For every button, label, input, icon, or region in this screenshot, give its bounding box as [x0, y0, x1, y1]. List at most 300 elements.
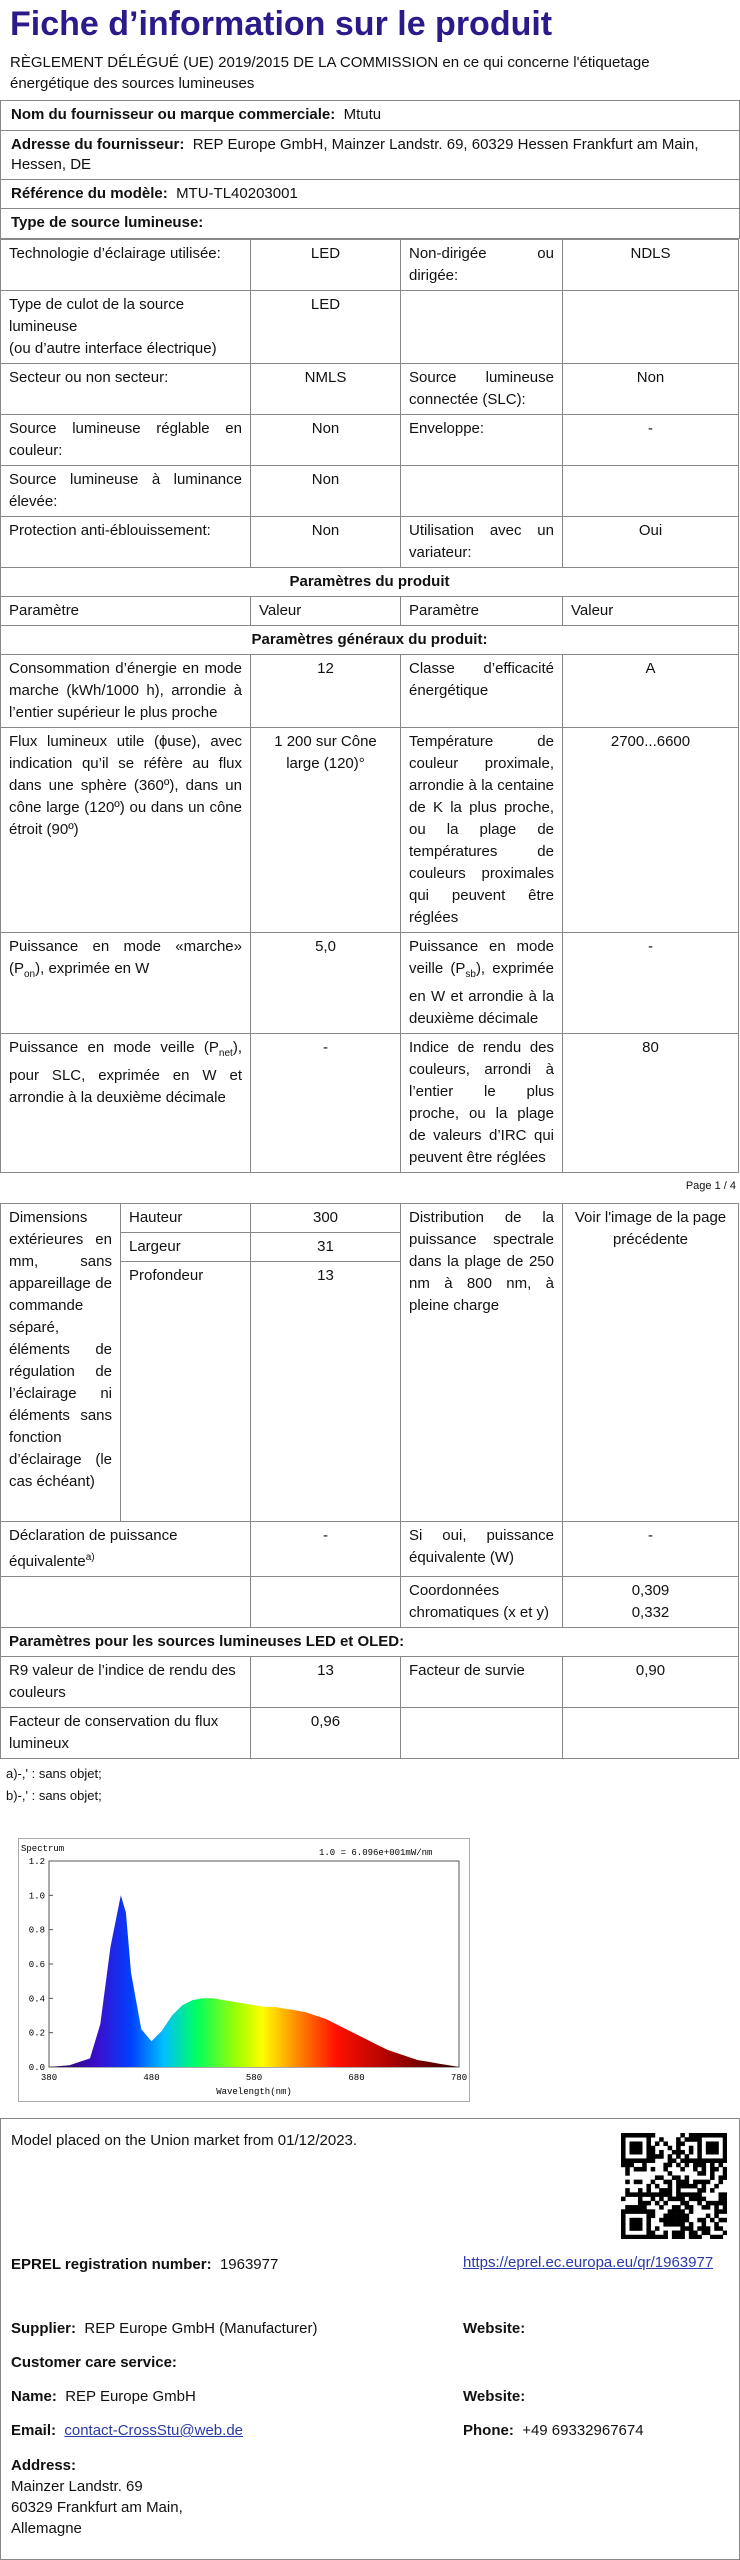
- qr-module: [621, 2235, 626, 2239]
- qr-module: [676, 2235, 681, 2239]
- qr-module: [723, 2154, 727, 2159]
- qr-module: [638, 2192, 643, 2197]
- qr-module: [621, 2163, 626, 2168]
- qr-module: [655, 2235, 660, 2239]
- supplier-address-value: REP Europe GmbH, Mainzer Landstr. 69, 60329 Hessen Frankfurt am Main, Hessen, DE: [11, 135, 699, 173]
- qr-module: [685, 2154, 690, 2159]
- qr-module: [646, 2133, 651, 2138]
- address-line: Allemagne: [11, 2520, 82, 2537]
- qr-module: [646, 2218, 651, 2223]
- footnote: b)-,' : sans objet;: [6, 1788, 102, 1804]
- qr-module: [634, 2205, 639, 2210]
- eprel-reg-label: EPREL registration number:: [11, 2256, 212, 2273]
- column-header-row: [1, 597, 739, 626]
- qr-module: [676, 2184, 681, 2189]
- qr-module: [638, 2209, 643, 2214]
- qr-module: [659, 2205, 664, 2210]
- qr-module: [685, 2192, 690, 2197]
- qr-module: [676, 2137, 681, 2142]
- dimension-name: Largeur: [121, 1233, 251, 1262]
- qr-module: [689, 2150, 694, 2155]
- qr-module: [680, 2209, 685, 2214]
- qr-module: [706, 2214, 711, 2219]
- email-label: Email:: [11, 2422, 57, 2439]
- table-row: [1, 517, 739, 568]
- qr-module: [621, 2158, 626, 2163]
- qr-module: [680, 2235, 685, 2239]
- qr-module: [685, 2175, 690, 2180]
- qr-module: [621, 2226, 626, 2231]
- qr-module: [663, 2141, 668, 2146]
- qr-module: [680, 2218, 685, 2223]
- qr-module: [723, 2158, 727, 2163]
- qr-module: [714, 2158, 719, 2163]
- qr-module: [685, 2163, 690, 2168]
- param-label-subscript: sb: [465, 969, 476, 981]
- qr-module: [672, 2222, 677, 2227]
- table-row: [1, 655, 739, 728]
- qr-module: [642, 2209, 647, 2214]
- qr-module: [638, 2150, 643, 2155]
- y-tick-label: 0.6: [28, 1960, 45, 1970]
- qr-module: [706, 2146, 711, 2151]
- param-value: Oui: [563, 517, 739, 568]
- qr-module: [663, 2180, 668, 2185]
- type-table: [0, 239, 739, 1173]
- qr-module: [638, 2222, 643, 2227]
- qr-module: [706, 2150, 711, 2155]
- qr-module: [723, 2167, 727, 2172]
- qr-module: [676, 2180, 681, 2185]
- supplier-label: Supplier:: [11, 2320, 77, 2337]
- qr-module: [625, 2163, 630, 2168]
- param-label-text: Puissance en mode veille (P: [409, 938, 554, 978]
- qr-module: [659, 2137, 664, 2142]
- qr-module: [642, 2235, 647, 2239]
- y-tick-label: 0.4: [28, 1994, 45, 2005]
- phone-label: Phone:: [463, 2422, 514, 2439]
- qr-module: [680, 2150, 685, 2155]
- param-label: Facteur de survie: [401, 1657, 563, 1708]
- x-tick-label: 380: [40, 2073, 58, 2083]
- param-label-text: ), exprimée en W et arrondie à la deuxième décimale: [409, 960, 554, 1028]
- param-label: Secteur ou non secteur:: [1, 364, 251, 415]
- qr-module: [672, 2231, 677, 2236]
- param-value: 1 200 sur Cône large (120)°: [251, 728, 401, 933]
- supplier-line: [11, 2319, 318, 2340]
- qr-module: [668, 2184, 673, 2189]
- model-value: MTU-TL40203001: [176, 184, 298, 202]
- qr-module: [668, 2197, 673, 2202]
- param-label: [401, 1708, 563, 1759]
- param-label-text: ), exprimée en W: [35, 960, 150, 978]
- param-value: 13: [251, 1657, 401, 1708]
- qr-module: [710, 2133, 715, 2138]
- qr-module: [676, 2150, 681, 2155]
- page-break: [0, 1173, 740, 1203]
- qr-module: [646, 2192, 651, 2197]
- qr-module: [621, 2209, 626, 2214]
- param-value: Voir l'image de la page précédente: [563, 1204, 739, 1522]
- param-label: [401, 466, 563, 517]
- address-line: Mainzer Landstr. 69: [11, 2478, 143, 2495]
- website-label-2: Website:: [463, 2388, 526, 2405]
- qr-module: [625, 2188, 630, 2193]
- table-row: [1, 291, 739, 364]
- chart-legend: 1.0 = 6.096e+001mW/nm: [319, 1848, 433, 1858]
- qr-module: [680, 2133, 685, 2138]
- x-axis-label: Wavelength(nm): [216, 2087, 292, 2097]
- qr-module: [621, 2231, 626, 2236]
- param-value: [563, 291, 739, 364]
- spectrum-area: [49, 1895, 459, 2067]
- qr-module: [642, 2192, 647, 2197]
- qr-module: [646, 2226, 651, 2231]
- column-header: Paramètre: [401, 597, 563, 626]
- qr-module: [668, 2163, 673, 2168]
- qr-module: [697, 2218, 702, 2223]
- qr-module: [702, 2163, 707, 2168]
- address-label: Address:: [11, 2457, 77, 2474]
- qr-module: [629, 2150, 634, 2155]
- type-heading: Type de source lumineuse:: [0, 209, 740, 239]
- qr-module: [706, 2231, 711, 2236]
- qr-module: [629, 2226, 634, 2231]
- param-label: [1, 291, 251, 364]
- qr-module: [706, 2133, 711, 2138]
- qr-module: [672, 2209, 677, 2214]
- qr-module: [621, 2133, 626, 2138]
- supplier-name-row: [0, 100, 740, 131]
- qr-module: [629, 2192, 634, 2197]
- qr-module: [723, 2205, 727, 2210]
- qr-module: [693, 2184, 698, 2189]
- qr-module: [685, 2205, 690, 2210]
- column-header: Paramètre: [1, 597, 251, 626]
- qr-module: [702, 2205, 707, 2210]
- qr-module: [638, 2235, 643, 2239]
- table-row: [1, 415, 739, 466]
- qr-module: [621, 2154, 626, 2159]
- qr-module: [689, 2133, 694, 2138]
- param-value: 5,0: [251, 933, 401, 1034]
- table-row: [1, 1034, 739, 1173]
- qr-module: [714, 2214, 719, 2219]
- qr-module: [629, 2158, 634, 2163]
- qr-module: [714, 2184, 719, 2189]
- qr-module: [719, 2226, 724, 2231]
- qr-module: [646, 2222, 651, 2227]
- qr-module: [723, 2218, 727, 2223]
- qr-module: [646, 2188, 651, 2193]
- qr-module: [634, 2192, 639, 2197]
- address-line: 60329 Frankfurt am Main,: [11, 2499, 183, 2516]
- qr-module: [655, 2141, 660, 2146]
- qr-module: [646, 2214, 651, 2219]
- qr-module: [646, 2201, 651, 2206]
- x-tick-label: 580: [245, 2073, 263, 2083]
- eprel-link[interactable]: https://eprel.ec.europa.eu/qr/1963977: [463, 2254, 714, 2271]
- qr-module: [689, 2184, 694, 2189]
- qr-module: [642, 2205, 647, 2210]
- y-tick-label: 1.2: [28, 1857, 45, 1867]
- qr-module: [663, 2192, 668, 2197]
- qr-module: [697, 2197, 702, 2202]
- qr-module: [634, 2226, 639, 2231]
- param-value: NDLS: [563, 240, 739, 291]
- qr-module: [710, 2175, 715, 2180]
- param-label-text: Puissance en mode «marche» (P: [9, 938, 242, 978]
- supplier-address-row: [0, 131, 740, 180]
- qr-module: [655, 2175, 660, 2180]
- qr-module: [689, 2226, 694, 2231]
- chroma-y: 0,332: [631, 1604, 670, 1622]
- qr-module: [676, 2188, 681, 2193]
- param-label: Distribution de la puissance spectrale dans la plage de 250 nm à 800 nm, à pleine charge: [401, 1204, 563, 1522]
- qr-module: [672, 2150, 677, 2155]
- qr-module: [676, 2192, 681, 2197]
- qr-module: [651, 2133, 656, 2138]
- qr-module: [668, 2214, 673, 2219]
- qr-module: [663, 2218, 668, 2223]
- qr-module: [719, 2175, 724, 2180]
- customer-care-label: Customer care service:: [11, 2354, 177, 2371]
- qr-module: [693, 2133, 698, 2138]
- qr-module: [651, 2146, 656, 2151]
- params-table-continued: [0, 1203, 739, 1759]
- qr-module: [685, 2158, 690, 2163]
- qr-module: [629, 2163, 634, 2168]
- table-row: [1, 1204, 739, 1233]
- param-label: Température de couleur proximale, arrondie à la centaine de K la plus proche, ou la plage de températures de couleurs proximales qui peuvent être réglées: [401, 728, 563, 933]
- supplier-value: REP Europe GmbH (Manufacturer): [84, 2320, 318, 2337]
- qr-module: [638, 2146, 643, 2151]
- qr-module: [697, 2188, 702, 2193]
- x-tick-label: 680: [348, 2073, 365, 2083]
- footnote-marker: a): [85, 1552, 95, 1564]
- qr-module: [723, 2209, 727, 2214]
- qr-module: [676, 2197, 681, 2202]
- qr-module: [685, 2180, 690, 2185]
- qr-module: [710, 2163, 715, 2168]
- qr-module: [621, 2137, 626, 2142]
- param-label-line: (ou d’autre interface électrique): [9, 340, 217, 358]
- param-label-text: Puissance en mode veille (P: [9, 1039, 219, 1057]
- qr-module: [680, 2167, 685, 2172]
- qr-module: [710, 2201, 715, 2206]
- qr-module: [693, 2137, 698, 2142]
- qr-code[interactable]: [621, 2133, 727, 2239]
- phone-value: +49 69332967674: [522, 2422, 644, 2439]
- qr-module: [672, 2218, 677, 2223]
- qr-module: [651, 2197, 656, 2202]
- param-value: A: [563, 655, 739, 728]
- qr-module: [638, 2188, 643, 2193]
- qr-module: [710, 2158, 715, 2163]
- qr-module: [680, 2201, 685, 2206]
- param-label: [1, 1522, 251, 1577]
- qr-module: [693, 2231, 698, 2236]
- care-name-line: [11, 2387, 196, 2408]
- qr-module: [676, 2218, 681, 2223]
- qr-module: [723, 2197, 727, 2202]
- qr-module: [659, 2175, 664, 2180]
- column-header: Valeur: [251, 597, 401, 626]
- qr-module: [659, 2218, 664, 2223]
- param-label: Technologie d’éclairage utilisée:: [1, 240, 251, 291]
- param-value: 0,96: [251, 1708, 401, 1759]
- qr-module: [651, 2154, 656, 2159]
- qr-module: [638, 2218, 643, 2223]
- qr-module: [685, 2226, 690, 2231]
- qr-module: [706, 2158, 711, 2163]
- qr-module: [625, 2133, 630, 2138]
- model-label: Référence du modèle:: [11, 184, 168, 202]
- qr-module: [621, 2197, 626, 2202]
- qr-module: [651, 2167, 656, 2172]
- qr-module: [668, 2222, 673, 2227]
- x-tick-label: 780: [450, 2073, 468, 2083]
- qr-module: [659, 2188, 664, 2193]
- spectrum-svg: [19, 1839, 469, 2101]
- qr-module: [719, 2201, 724, 2206]
- qr-module: [634, 2180, 639, 2185]
- qr-module: [672, 2175, 677, 2180]
- supplier-name-value: Mtutu: [343, 106, 382, 123]
- qr-module: [638, 2133, 643, 2138]
- qr-module: [710, 2235, 715, 2239]
- qr-module: [672, 2205, 677, 2210]
- care-name-label: Name:: [11, 2388, 57, 2405]
- qr-pattern: [621, 2133, 727, 2239]
- qr-module: [719, 2209, 724, 2214]
- qr-module: [655, 2201, 660, 2206]
- qr-module: [689, 2205, 694, 2210]
- qr-module: [646, 2231, 651, 2236]
- qr-module: [723, 2146, 727, 2151]
- param-label: [401, 291, 563, 364]
- qr-module: [651, 2209, 656, 2214]
- param-label: Non-dirigée ou dirigée:: [401, 240, 563, 291]
- dimension-value: 13: [251, 1262, 401, 1522]
- table-row: [1, 1657, 739, 1708]
- qr-module: [629, 2222, 634, 2227]
- qr-module: [646, 2150, 651, 2155]
- qr-module: [714, 2150, 719, 2155]
- qr-module: [659, 2154, 664, 2159]
- qr-module: [659, 2192, 664, 2197]
- qr-module: [638, 2205, 643, 2210]
- qr-module: [621, 2146, 626, 2151]
- qr-module: [646, 2184, 651, 2189]
- param-value: -: [251, 1034, 401, 1173]
- y-tick-label: 1.0: [28, 1891, 45, 1902]
- qr-module: [651, 2180, 656, 2185]
- param-label: Indice de rendu des couleurs, arrondi à l’entier le plus proche, ou la plage de valeurs d’IRC qui peuvent être réglées: [401, 1034, 563, 1173]
- qr-module: [723, 2201, 727, 2206]
- qr-module: [651, 2235, 656, 2239]
- email-link[interactable]: contact-CrossStu@web.de: [64, 2422, 243, 2439]
- qr-module: [676, 2222, 681, 2227]
- qr-module: [685, 2137, 690, 2142]
- param-value: 80: [563, 1034, 739, 1173]
- qr-module: [680, 2226, 685, 2231]
- param-value: -: [563, 415, 739, 466]
- qr-module: [638, 2197, 643, 2202]
- param-label: [1, 1034, 251, 1173]
- param-value: Non: [251, 517, 401, 568]
- section-heading: Paramètres du produit: [1, 568, 739, 597]
- qr-module: [710, 2188, 715, 2193]
- dimensions-label: Dimensions extérieures en mm, sans appareillage de commande séparé, éléments de régulation de l’éclairage ni éléments sans fonction d’éclairage (le cas échéant): [1, 1204, 121, 1522]
- qr-module: [680, 2231, 685, 2236]
- qr-module: [668, 2209, 673, 2214]
- qr-module: [663, 2214, 668, 2219]
- qr-module: [642, 2158, 647, 2163]
- dimension-value: 31: [251, 1233, 401, 1262]
- qr-module: [697, 2171, 702, 2176]
- qr-module: [646, 2158, 651, 2163]
- param-label: [1, 933, 251, 1034]
- model-row: [0, 180, 740, 210]
- qr-module: [719, 2158, 724, 2163]
- qr-module: [697, 2137, 702, 2142]
- qr-module: [634, 2146, 639, 2151]
- qr-module: [697, 2192, 702, 2197]
- qr-module: [659, 2197, 664, 2202]
- param-label: Facteur de conservation du flux lumineux: [1, 1708, 251, 1759]
- qr-module: [714, 2226, 719, 2231]
- qr-module: [651, 2158, 656, 2163]
- qr-module: [625, 2192, 630, 2197]
- qr-module: [663, 2231, 668, 2236]
- qr-module: [723, 2137, 727, 2142]
- qr-module: [689, 2197, 694, 2202]
- address-block: [11, 2455, 183, 2539]
- qr-module: [663, 2188, 668, 2193]
- qr-module: [680, 2141, 685, 2146]
- qr-module: [646, 2137, 651, 2142]
- qr-module: [655, 2192, 660, 2197]
- qr-module: [668, 2180, 673, 2185]
- qr-module: [702, 2184, 707, 2189]
- qr-module: [629, 2141, 634, 2146]
- qr-module: [625, 2205, 630, 2210]
- param-value: 2700...6600: [563, 728, 739, 933]
- qr-module: [710, 2150, 715, 2155]
- qr-module: [625, 2180, 630, 2185]
- dimension-value: 300: [251, 1204, 401, 1233]
- qr-module: [634, 2150, 639, 2155]
- website-label: Website:: [463, 2320, 526, 2337]
- qr-module: [702, 2180, 707, 2185]
- qr-module: [672, 2235, 677, 2239]
- x-tick-label: 480: [143, 2073, 160, 2083]
- qr-module: [702, 2188, 707, 2193]
- qr-module: [642, 2133, 647, 2138]
- qr-module: [702, 2218, 707, 2223]
- qr-module: [689, 2231, 694, 2236]
- qr-module: [689, 2192, 694, 2197]
- param-label: [401, 933, 563, 1034]
- qr-module: [621, 2222, 626, 2227]
- qr-module: [634, 2158, 639, 2163]
- qr-module: [680, 2192, 685, 2197]
- qr-module: [689, 2158, 694, 2163]
- param-label: Coordonnées chromatiques (x et y): [401, 1577, 563, 1628]
- qr-module: [702, 2231, 707, 2236]
- qr-module: [668, 2154, 673, 2159]
